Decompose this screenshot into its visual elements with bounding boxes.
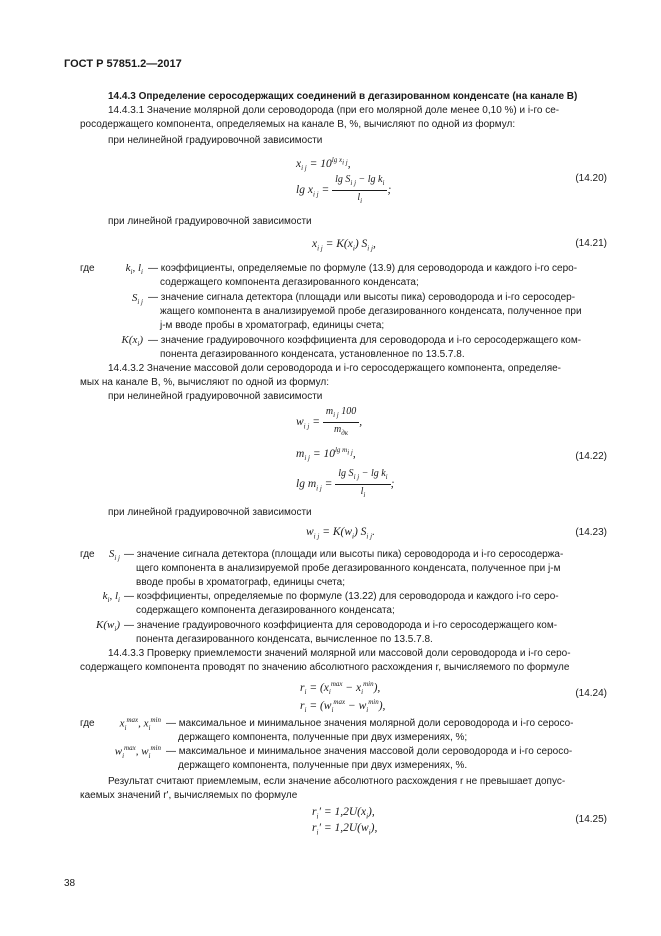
def8-line2: держащего компонента, полученные при двух измерениях, %. [178, 760, 468, 771]
formula-14-23: $w_{i j} = K(w_i)$ $S_{i j}$. [306, 526, 375, 541]
def6-line1: — значение градуировочного коэффициента для сероводорода и i-го серосодержащего ком- [124, 620, 558, 631]
formula-14-20a: $x_{i j} = 10^{lg x_{i j}}$, [296, 156, 351, 173]
equation-number: (14.20) [575, 173, 607, 184]
def2-line1: — значение сигнала детектора (площади или высоты пика) сероводорода и i-го серосодер- [148, 292, 576, 303]
where-label: где [80, 549, 95, 560]
formula-14-25b: $r_i' = 1,2U(w_i)$, [312, 822, 378, 837]
def2-line2: жащего компонента в анализируемой пробе дегазированного конденсата, полученное при [160, 306, 582, 317]
page-number: 38 [64, 878, 76, 889]
document-header: ГОСТ Р 57851.2—2017 [64, 58, 182, 70]
p3-line2: содержащего компонента проводят по значению абсолютного расхождения r, вычисляемого по формуле [80, 662, 570, 673]
term-ki-li: $k_i$, $l_i$ [125, 262, 143, 277]
formula-14-22a: $w_{i j}$ = $\frac{m_{i j} 100}{m_{дк}}$ , [296, 406, 363, 437]
formula-14-22b: $m_{i j} = 10^{lg m_{i j}}$, [296, 446, 356, 463]
p2-line1: 14.4.3.2 Значение массовой доли сероводорода и i-го серосодержащего компонента, определяе- [108, 363, 562, 374]
def7-line1: — максимальное и минимальное значения молярной доли сероводорода и i-го серосо- [166, 718, 574, 729]
formula-14-21: $x_{i j} = K(x_i)$ $S_{i j}$, [312, 238, 376, 253]
nonlinear-label-1: при нелинейной градуировочной зависимости [108, 135, 323, 146]
where-label: где [80, 718, 95, 729]
nonlinear-label-2: при нелинейной градуировочной зависимости [108, 391, 323, 402]
def7-line2: держащего компонента, полученные при двух измерениях, %; [178, 732, 468, 743]
term-sij: $S_{i j}$ [108, 548, 120, 563]
p1-line2: росодержащего компонента, определяемых на канале В, %, вычисляют по одной из формул: [80, 119, 516, 130]
def4-line2: щего компонента в анализируемой пробе дегазированного конденсата, полученное при j-м [136, 563, 561, 574]
def8-line1: — максимальное и минимальное значения массовой доли сероводорода и i-го серосо- [166, 746, 573, 757]
def4-line3: вводе пробы в хроматограф, единицы счета; [136, 577, 345, 588]
equation-number: (14.25) [575, 814, 607, 825]
term-x-max-min: $x_i^{max}$, $x_i^{min}$ [119, 716, 161, 732]
formula-14-24a: $r_i = (x_i^{max} - x_i^{min})$, [300, 680, 381, 697]
p1-line1: 14.4.3.1 Значение молярной доли сероводорода (при его молярной доле менее 0,10 %) и i-го се- [108, 105, 560, 116]
linear-label-1: при линейной градуировочной зависимости [108, 216, 312, 227]
term-kwi: $K(w_i)$ [96, 619, 120, 634]
where-label: где [80, 263, 95, 274]
p3-line1: 14.4.3.3 Проверку приемлемости значений молярной или массовой доли сероводорода и i-го серо- [108, 648, 571, 659]
def5-line1: — коэффициенты, определяемые по формуле (13.22) для сероводорода и каждого i-го серо- [124, 591, 559, 602]
def1-line2: содержащего компонента дегазированного конденсата; [160, 277, 419, 288]
equation-number: (14.21) [575, 238, 607, 249]
def6-line2: понента дегазированного конденсата, вычисленное по 13.5.7.8. [136, 634, 433, 645]
term-kxi: $K(x_i)$ [121, 334, 143, 349]
term-sij: $S_{i j}$ [131, 292, 143, 307]
formula-14-22c: $\lg m_{i j}$ = $\frac{\lg S_{i j} - \lg k_i}{l_i}$ ; [296, 468, 395, 499]
equation-number: (14.23) [575, 527, 607, 538]
p4-line1: Результат считают приемлемым, если значение абсолютного расхождения r не превышает допус- [108, 776, 566, 787]
formula-14-24b: $r_i = (w_i^{max} - w_i^{min})$, [300, 698, 386, 715]
linear-label-2: при линейной градуировочной зависимости [108, 507, 312, 518]
formula-14-20b: $\lg x_{i j}$ = $\frac{\lg S_{i j} - \lg k_i}{l_i}$ ; [296, 174, 392, 205]
formula-14-25a: $r_i' = 1,2U(x_i)$, [312, 806, 375, 821]
def5-line2: содержащего компонента дегазированного конденсата; [136, 605, 395, 616]
p4-line2: каемых значений r', вычисляемых по формуле [80, 790, 298, 801]
def1-line1: — коэффициенты, определяемые по формуле (13.9) для сероводорода и каждого i-го серо- [148, 263, 578, 274]
def4-line1: — значение сигнала детектора (площади или высоты пика) сероводорода и i-го серосодержа- [124, 549, 564, 560]
def2-line3: j-м вводе пробы в хроматограф, единицы счета; [160, 320, 385, 331]
section-heading: 14.4.3 Определение серосодержащих соединений в дегазированном конденсате (на канале В) [108, 91, 578, 102]
equation-number: (14.22) [575, 451, 607, 462]
p2-line2: мых на канале В, %, вычисляют по одной из формул: [80, 377, 330, 388]
term-w-max-min: $w_i^{max}$, $w_i^{min}$ [114, 744, 161, 760]
term-ki-li: $k_i$, $l_i$ [102, 590, 120, 605]
equation-number: (14.24) [575, 688, 607, 699]
def3-line2: понента дегазированного конденсата, установленное по 13.5.7.8. [160, 349, 465, 360]
def3-line1: — значение градуировочного коэффициента для сероводорода и i-го серосодержащего ком- [148, 335, 582, 346]
